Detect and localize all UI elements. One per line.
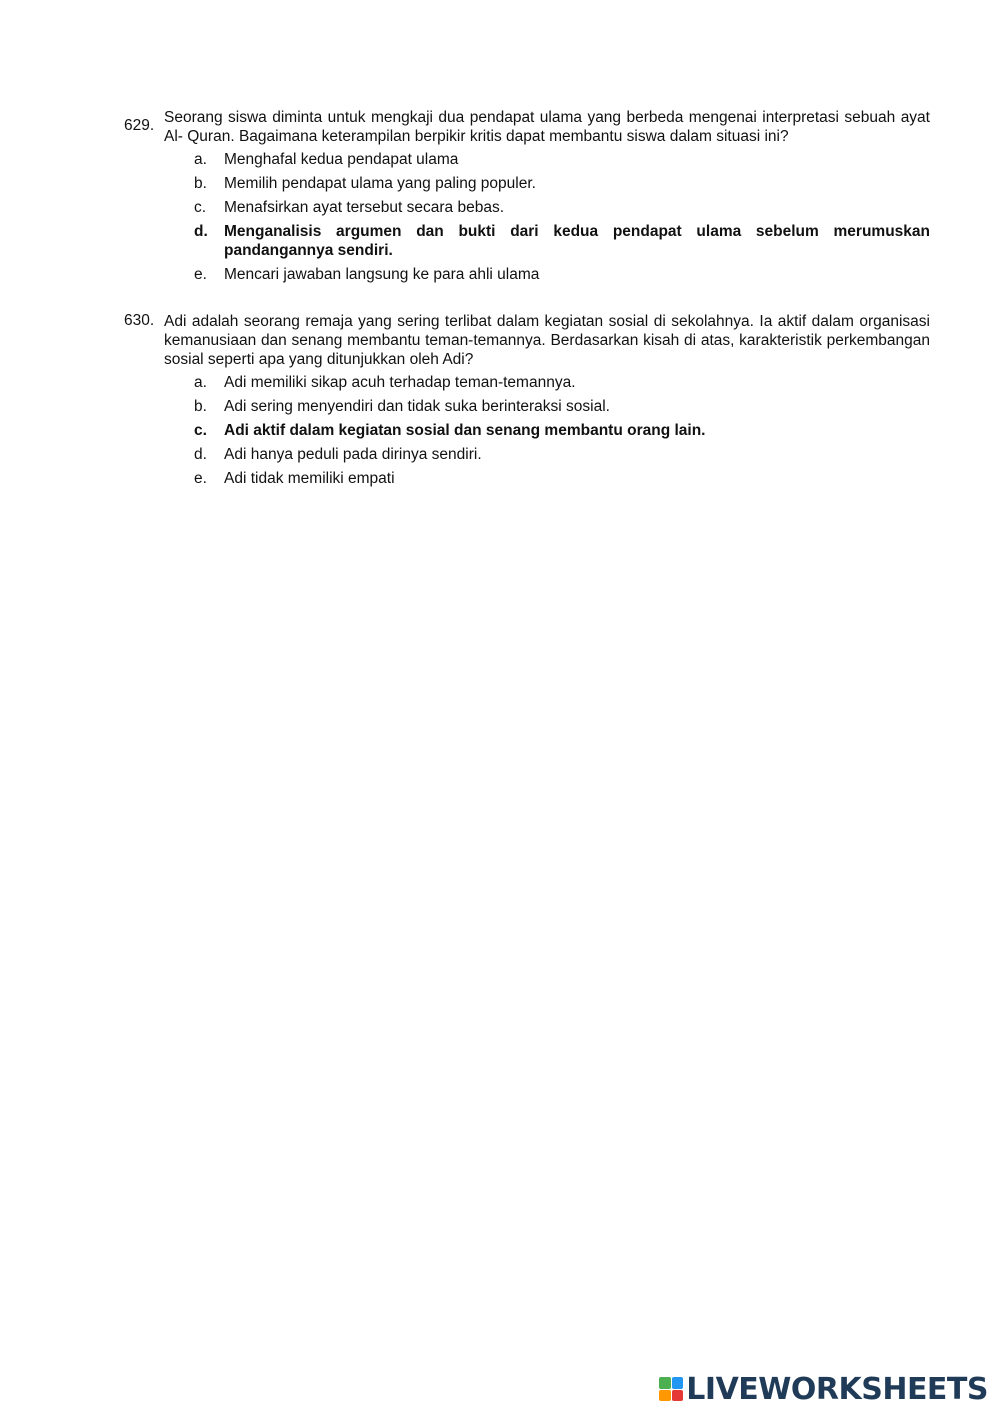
option-letter: e. (194, 470, 207, 487)
option-letter: d. (194, 446, 207, 463)
option-d-correct[interactable] (194, 222, 930, 260)
option-letter: b. (194, 175, 207, 192)
option-e[interactable] (194, 469, 930, 488)
option-letter: e. (194, 266, 207, 283)
logo-icon (659, 1377, 683, 1401)
liveworksheets-logo (659, 1372, 988, 1406)
option-e[interactable] (194, 265, 930, 284)
option-text: Menghafal kedua pendapat ulama (224, 151, 459, 168)
question-629 (124, 108, 930, 289)
question-number: 630. (124, 312, 155, 329)
option-letter: b. (194, 398, 207, 415)
option-b[interactable] (194, 174, 930, 193)
options-list (124, 150, 930, 284)
option-text: Adi aktif dalam kegiatan sosial dan senang membantu orang lain. (224, 422, 706, 439)
option-text: Memilih pendapat ulama yang paling populer. (224, 175, 536, 192)
option-text: Adi memiliki sikap acuh terhadap teman-temannya. (224, 374, 576, 391)
option-c[interactable] (194, 198, 930, 217)
option-text: Mencari jawaban langsung ke para ahli ulama (224, 266, 540, 283)
question-text: Adi adalah seorang remaja yang sering terlibat dalam kegiatan sosial di sekolahnya. Ia aktif dalam organisasi kemanusiaan dan senang membantu teman-temannya. Berdasarkan kisah di atas, karakteristik perkembangan sosial seperti apa yang ditunjukkan oleh Adi? (164, 313, 930, 368)
option-d[interactable] (194, 445, 930, 464)
option-c-correct[interactable] (194, 421, 930, 440)
question-text: Seorang siswa diminta untuk mengkaji dua pendapat ulama yang berbeda mengenai interpretasi sebuah ayat Al- Quran. Bagaimana keterampilan berpikir kritis dapat membantu siswa dalam situasi ini? (164, 109, 930, 145)
question-630 (124, 312, 930, 493)
options-list (124, 373, 930, 488)
option-letter: a. (194, 374, 207, 391)
option-text: Adi hanya peduli pada dirinya sendiri. (224, 446, 482, 463)
option-text: Adi sering menyendiri dan tidak suka berinteraksi sosial. (224, 398, 610, 415)
option-letter: c. (194, 199, 207, 216)
option-letter: c. (194, 422, 207, 439)
option-b[interactable] (194, 397, 930, 416)
option-letter: d. (194, 223, 208, 240)
option-letter: a. (194, 151, 207, 168)
option-a[interactable] (194, 150, 930, 169)
option-a[interactable] (194, 373, 930, 392)
option-text: Menganalisis argumen dan bukti dari kedua pendapat ulama sebelum merumuskan pandangannya sendiri. (224, 223, 930, 259)
option-text: Adi tidak memiliki empati (224, 470, 395, 487)
option-text: Menafsirkan ayat tersebut secara bebas. (224, 199, 505, 216)
question-number: 629. (124, 117, 155, 134)
logo-text: LIVEWORKSHEETS (686, 1371, 988, 1407)
